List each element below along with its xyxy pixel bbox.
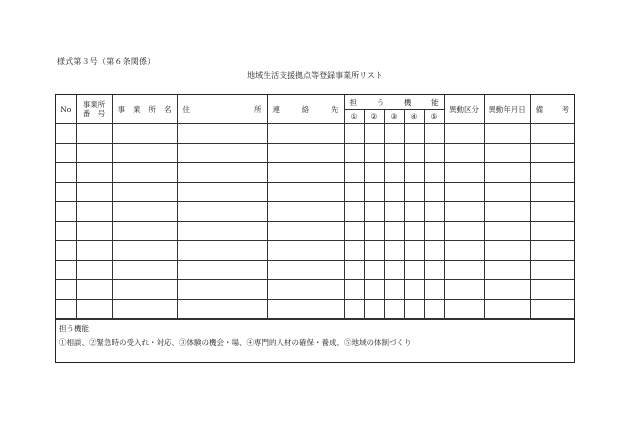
table-cell[interactable]: [384, 299, 404, 319]
table-cell[interactable]: [76, 182, 112, 202]
header-function-2: ②: [364, 110, 384, 124]
table-cell[interactable]: [484, 299, 530, 319]
header-office-name-char: 名: [164, 104, 172, 114]
table-cell[interactable]: [530, 299, 574, 319]
table-cell[interactable]: [267, 280, 344, 300]
header-contact-char: 絡: [301, 104, 310, 114]
table-cell[interactable]: [404, 241, 424, 261]
table-cell[interactable]: [424, 182, 444, 202]
table-cell[interactable]: [444, 182, 484, 202]
table-cell[interactable]: [530, 241, 574, 261]
table-cell[interactable]: [112, 163, 177, 183]
table-cell[interactable]: [364, 202, 384, 222]
table-cell[interactable]: [344, 143, 364, 163]
document-title: 地域生活支援拠点等登録事業所リスト: [247, 71, 383, 80]
table-cell[interactable]: [112, 202, 177, 222]
table-cell[interactable]: [384, 163, 404, 183]
registry-sheet: [55, 94, 575, 363]
table-row: [56, 124, 574, 144]
header-contact-char: 先: [331, 104, 339, 114]
table-cell[interactable]: [344, 241, 364, 261]
table-cell[interactable]: [484, 241, 530, 261]
functions-note-text: ①相談、②緊急時の受入れ・対応、③体験の機会・場、④専門的人材の確保・養成、⑤地域の体制づくり: [59, 338, 412, 347]
header-contact-char: 連: [272, 104, 280, 114]
form-label: 様式第３号（第６条関係）: [57, 57, 156, 66]
header-function-5: ⑤: [424, 110, 444, 124]
header-remarks: [530, 95, 574, 124]
table-cell[interactable]: [76, 241, 112, 261]
table-cell[interactable]: [424, 241, 444, 261]
table-cell[interactable]: [344, 299, 364, 319]
header-functions-char: う: [376, 97, 385, 107]
table-cell[interactable]: [56, 260, 76, 280]
table-cell[interactable]: [484, 124, 530, 144]
table-cell[interactable]: [76, 163, 112, 183]
header-functions-char: 担: [349, 97, 357, 107]
table-cell[interactable]: [404, 182, 424, 202]
table-cell[interactable]: [384, 260, 404, 280]
table-cell[interactable]: [344, 221, 364, 241]
table-cell[interactable]: [424, 202, 444, 222]
table-cell[interactable]: [384, 143, 404, 163]
header-function-3: ③: [384, 110, 404, 124]
header-function-4: ④: [404, 110, 424, 124]
table-cell[interactable]: [484, 221, 530, 241]
table-cell[interactable]: [424, 221, 444, 241]
table-cell[interactable]: [76, 260, 112, 280]
table-cell[interactable]: [112, 182, 177, 202]
table-cell[interactable]: [177, 280, 267, 300]
table-cell[interactable]: [384, 182, 404, 202]
table-cell[interactable]: [530, 124, 574, 144]
table-row: [56, 280, 574, 300]
table-cell[interactable]: [56, 221, 76, 241]
table-cell[interactable]: [112, 124, 177, 144]
table-cell[interactable]: [384, 221, 404, 241]
table-cell[interactable]: [444, 202, 484, 222]
table-cell[interactable]: [112, 143, 177, 163]
table-cell[interactable]: [112, 299, 177, 319]
header-contact: [267, 95, 344, 124]
table-cell[interactable]: [56, 202, 76, 222]
registry-table: [56, 95, 574, 319]
header-office-name: [112, 95, 177, 124]
header-office-name-char: 所: [148, 104, 156, 114]
table-cell[interactable]: [177, 163, 267, 183]
table-cell[interactable]: [530, 221, 574, 241]
table-row: [56, 163, 574, 183]
table-cell[interactable]: [404, 260, 424, 280]
header-functions-char: 機: [403, 97, 412, 107]
header-function-1: ①: [344, 110, 364, 124]
table-cell[interactable]: [344, 182, 364, 202]
table-cell[interactable]: [344, 280, 364, 300]
table-cell[interactable]: [344, 163, 364, 183]
table-cell[interactable]: [267, 182, 344, 202]
header-functions-char: 能: [431, 97, 439, 107]
table-cell[interactable]: [364, 124, 384, 144]
header-no: No: [56, 95, 76, 124]
table-cell[interactable]: [444, 143, 484, 163]
table-cell[interactable]: [267, 143, 344, 163]
header-address-char: 住: [182, 104, 190, 114]
header-office-number: [76, 95, 112, 124]
table-row: [56, 260, 574, 280]
table-cell[interactable]: [530, 280, 574, 300]
table-cell[interactable]: [404, 202, 424, 222]
table-cell[interactable]: [404, 124, 424, 144]
table-cell[interactable]: [424, 280, 444, 300]
table-cell[interactable]: [76, 143, 112, 163]
table-cell[interactable]: [424, 163, 444, 183]
table-row: [56, 241, 574, 261]
table-cell[interactable]: [267, 202, 344, 222]
table-cell[interactable]: [56, 182, 76, 202]
table-cell[interactable]: [177, 182, 267, 202]
table-cell[interactable]: [424, 124, 444, 144]
table-cell[interactable]: [177, 143, 267, 163]
table-cell[interactable]: [484, 163, 530, 183]
header-remarks-char: 備: [535, 104, 544, 114]
registry-rows: [56, 124, 574, 319]
table-cell[interactable]: [364, 182, 384, 202]
header-office-name-char: 業: [133, 104, 141, 114]
table-cell[interactable]: [444, 163, 484, 183]
table-row: [56, 221, 574, 241]
header-office-name-char: 事: [117, 104, 125, 114]
table-cell[interactable]: [404, 299, 424, 319]
header-change-category: 異動区分: [444, 95, 484, 124]
header-remarks-char: 考: [561, 104, 570, 114]
table-cell[interactable]: [364, 260, 384, 280]
table-cell[interactable]: [76, 202, 112, 222]
table-cell[interactable]: [112, 221, 177, 241]
table-cell[interactable]: [530, 163, 574, 183]
table-cell[interactable]: [484, 202, 530, 222]
table-cell[interactable]: [484, 260, 530, 280]
table-cell[interactable]: [112, 260, 177, 280]
table-cell[interactable]: [177, 260, 267, 280]
table-cell[interactable]: [56, 299, 76, 319]
table-cell[interactable]: [56, 280, 76, 300]
table-cell[interactable]: [484, 280, 530, 300]
header-address: [177, 95, 267, 124]
header-address-char: 所: [254, 104, 262, 114]
table-cell[interactable]: [484, 182, 530, 202]
table-cell[interactable]: [76, 299, 112, 319]
table-cell[interactable]: [267, 299, 344, 319]
table-cell[interactable]: [267, 221, 344, 241]
table-cell[interactable]: [76, 280, 112, 300]
table-cell[interactable]: [76, 221, 112, 241]
table-cell[interactable]: [364, 299, 384, 319]
table-row: [56, 182, 574, 202]
table-cell[interactable]: [384, 241, 404, 261]
table-cell[interactable]: [344, 124, 364, 144]
table-cell[interactable]: [112, 241, 177, 261]
table-cell[interactable]: [530, 260, 574, 280]
table-cell[interactable]: [56, 163, 76, 183]
table-cell[interactable]: [267, 163, 344, 183]
table-cell[interactable]: [404, 163, 424, 183]
table-cell[interactable]: [404, 280, 424, 300]
table-row: [56, 202, 574, 222]
table-cell[interactable]: [267, 241, 344, 261]
table-cell[interactable]: [177, 221, 267, 241]
table-cell[interactable]: [424, 299, 444, 319]
table-cell[interactable]: [484, 143, 530, 163]
table-cell[interactable]: [444, 260, 484, 280]
table-cell[interactable]: [404, 143, 424, 163]
table-cell[interactable]: [112, 280, 177, 300]
table-cell[interactable]: [76, 124, 112, 144]
table-cell[interactable]: [530, 182, 574, 202]
table-cell[interactable]: [267, 124, 344, 144]
table-cell[interactable]: [444, 124, 484, 144]
table-row: [56, 143, 574, 163]
table-cell[interactable]: [384, 280, 404, 300]
table-cell[interactable]: [56, 241, 76, 261]
table-cell[interactable]: [444, 280, 484, 300]
table-cell[interactable]: [384, 202, 404, 222]
table-cell[interactable]: [444, 241, 484, 261]
header-change-date: 異動年月日: [484, 95, 530, 124]
table-cell[interactable]: [364, 143, 384, 163]
table-cell[interactable]: [344, 202, 364, 222]
header-functions-group: [344, 95, 444, 110]
table-cell[interactable]: [364, 280, 384, 300]
table-cell[interactable]: [424, 143, 444, 163]
table-cell[interactable]: [56, 124, 76, 144]
table-cell[interactable]: [177, 299, 267, 319]
table-cell[interactable]: [364, 221, 384, 241]
table-cell[interactable]: [364, 241, 384, 261]
table-cell[interactable]: [177, 241, 267, 261]
header-office-number-line2: 番 号: [82, 109, 106, 118]
table-cell[interactable]: [267, 260, 344, 280]
table-cell[interactable]: [424, 260, 444, 280]
header-office-number-line1: 事業所: [82, 100, 106, 109]
table-cell[interactable]: [530, 202, 574, 222]
table-cell[interactable]: [444, 299, 484, 319]
table-cell[interactable]: [344, 260, 364, 280]
functions-note: [56, 319, 574, 362]
table-row: [56, 299, 574, 319]
table-cell[interactable]: [56, 143, 76, 163]
table-cell[interactable]: [444, 221, 484, 241]
table-cell[interactable]: [530, 143, 574, 163]
table-cell[interactable]: [384, 124, 404, 144]
table-cell[interactable]: [364, 163, 384, 183]
table-cell[interactable]: [177, 124, 267, 144]
table-cell[interactable]: [404, 221, 424, 241]
table-cell[interactable]: [177, 202, 267, 222]
functions-note-heading: 担う機能: [59, 324, 89, 333]
